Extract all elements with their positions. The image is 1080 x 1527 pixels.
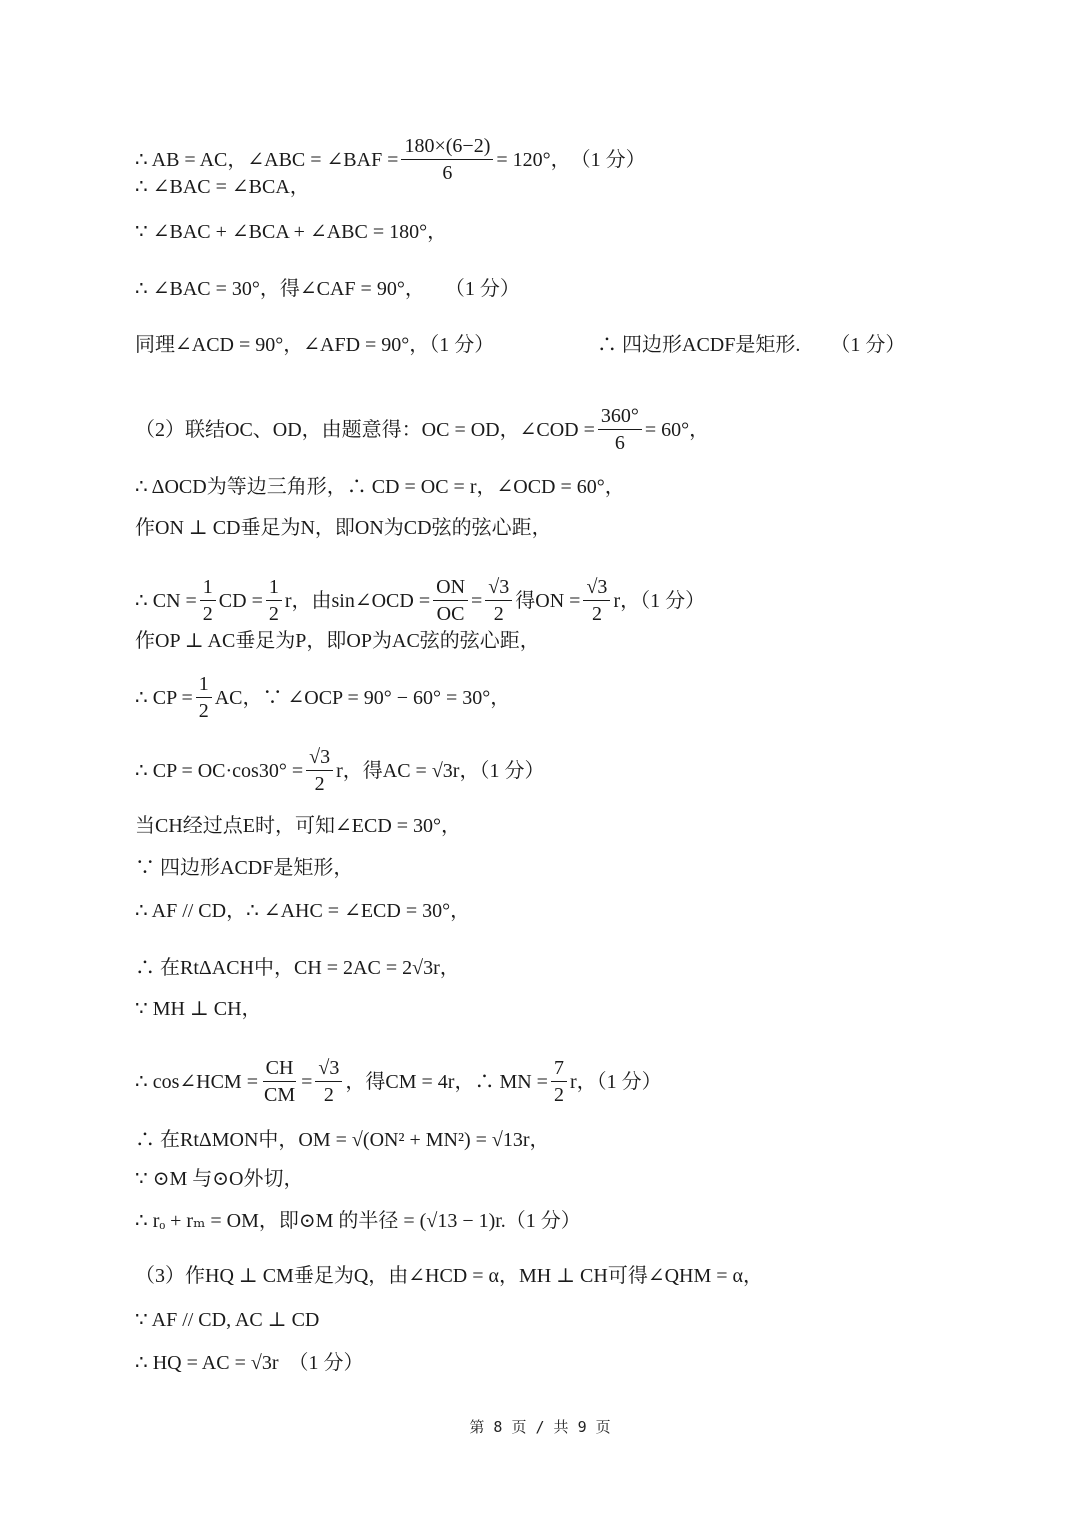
math-text: 同理∠ACD = 90°，∠AFD = 90°，（1 分） — [135, 334, 495, 356]
math-text: CD = — [218, 589, 263, 612]
solution-line — [135, 1055, 662, 1108]
math-text: ∴ 在RtΔMON中，OM = √(ON² + MN²) = √13r， — [135, 1129, 550, 1151]
solution-line — [135, 629, 540, 653]
math-text: 作OP ⊥ AC垂足为P，即OP为AC弦的弦心距， — [135, 630, 540, 652]
math-text: ∴ ∠BAC = ∠BCA， — [135, 176, 310, 198]
numerator: √3 — [306, 744, 333, 771]
fraction — [266, 574, 282, 627]
solution-line — [135, 671, 510, 724]
numerator: 360° — [598, 403, 642, 430]
numerator: √3 — [315, 1055, 342, 1082]
solution-line — [135, 1128, 550, 1152]
denominator: 2 — [314, 773, 325, 795]
denominator: 2 — [202, 603, 213, 625]
math-text: ，得CM = 4r，∴ MN = — [345, 1070, 548, 1093]
fraction — [433, 574, 468, 627]
page-footer: 第 8 页 / 共 9 页 — [469, 1418, 611, 1436]
solution-line — [135, 814, 461, 838]
math-text: ∵ 四边形ACDF是矩形， — [135, 857, 354, 879]
solution-line — [135, 856, 353, 880]
math-text: = — [301, 1070, 313, 1093]
math-text: ∵ AF // CD, AC ⊥ CD — [135, 1309, 320, 1331]
numerator: 1 — [196, 671, 212, 698]
fraction — [196, 671, 212, 724]
numerator: 7 — [551, 1055, 567, 1082]
math-text: ∴ AB = AC，∠ABC = ∠BAF = — [135, 148, 399, 171]
math-text: ∵ ⊙M 与⊙O外切， — [135, 1168, 304, 1190]
numerator: 1 — [266, 574, 282, 601]
math-text: 当CH经过点E时，可知∠ECD = 30°， — [135, 815, 462, 837]
math-text: r，由sin∠OCD = — [284, 589, 431, 612]
math-text: ∴ ΔOCD为等边三角形，∴ CD = OC = r，∠OCD = 60°， — [135, 476, 625, 498]
denominator: OC — [436, 603, 465, 625]
solution-line — [135, 516, 552, 540]
fraction — [598, 403, 642, 456]
fraction — [315, 1055, 342, 1108]
math-text: = — [471, 589, 483, 612]
solution-line — [135, 744, 544, 797]
math-text: ∴ AF // CD，∴ ∠AHC = ∠ECD = 30°， — [135, 900, 471, 922]
math-text: AC，∵ ∠OCP = 90° − 60° = 30°， — [214, 686, 511, 709]
numerator: 180×(6−2) — [401, 133, 493, 160]
denominator: 2 — [553, 1084, 564, 1106]
denominator: 2 — [591, 603, 602, 625]
math-text: （3）作HQ ⊥ CM垂足为Q，由∠HCD = α，MH ⊥ CH可得∠QHM = α， — [135, 1265, 764, 1287]
solution-line — [135, 956, 460, 980]
math-text: = 60°， — [644, 418, 710, 441]
solution-line — [135, 1264, 763, 1288]
math-text: ∵ MH ⊥ CH， — [135, 998, 262, 1020]
fraction — [401, 133, 493, 186]
math-text: 作ON ⊥ CD垂足为N，即ON为CD弦的弦心距， — [135, 517, 552, 539]
math-text: ∴ cos∠HCM = — [135, 1070, 258, 1093]
solution-line — [135, 899, 470, 923]
denominator: 2 — [268, 603, 279, 625]
solution-line — [135, 277, 520, 301]
fraction — [485, 574, 512, 627]
fraction — [583, 574, 610, 627]
numerator: √3 — [583, 574, 610, 601]
math-text: （2）联结OC、OD，由题意得：OC = OD，∠COD = — [135, 418, 595, 441]
denominator: 6 — [614, 432, 625, 454]
solution-line — [135, 333, 494, 357]
solution-line — [135, 475, 625, 499]
math-text: r，（1 分） — [569, 1070, 662, 1093]
math-text: r，（1 分） — [613, 589, 706, 612]
denominator: 6 — [442, 162, 453, 184]
numerator: 1 — [200, 574, 216, 601]
solution-line — [135, 1351, 364, 1375]
fraction — [551, 1055, 567, 1108]
fraction — [200, 574, 216, 627]
solution-line — [135, 574, 705, 627]
solution-line — [135, 403, 709, 456]
math-text: 得ON = — [515, 589, 581, 612]
numerator: √3 — [485, 574, 512, 601]
solution-line — [135, 220, 447, 244]
math-text: ∴ rₒ + rₘ = OM，即⊙M 的半径 = (√13 − 1)r.（1 分） — [135, 1210, 581, 1232]
fraction — [306, 744, 333, 797]
solution-line — [135, 997, 262, 1021]
math-text: ∴ CP = OC·cos30° = — [135, 759, 304, 782]
math-text: ∵ ∠BAC + ∠BCA + ∠ABC = 180°， — [135, 221, 448, 243]
fraction — [261, 1055, 298, 1108]
numerator: CH — [263, 1055, 297, 1082]
solution-line — [135, 1167, 303, 1191]
denominator: 2 — [323, 1084, 334, 1106]
solution-line — [135, 1209, 581, 1233]
solution-line-conclusion — [597, 333, 905, 357]
denominator: 2 — [198, 700, 209, 722]
denominator: CM — [264, 1084, 296, 1106]
numerator: ON — [433, 574, 468, 601]
math-text: ∴ ∠BAC = 30°，得∠CAF = 90°， （1 分） — [135, 278, 520, 300]
math-text: ∴ HQ = AC = √3r （1 分） — [135, 1352, 364, 1374]
math-text: ∴ 四边形ACDF是矩形. （1 分） — [597, 334, 906, 356]
math-text: = 120°， （1 分） — [496, 148, 646, 171]
solution-line — [135, 1308, 319, 1332]
math-text: ∴ 在RtΔACH中，CH = 2AC = 2√3r， — [135, 957, 460, 979]
solution-line — [135, 175, 310, 199]
denominator: 2 — [493, 603, 504, 625]
math-text: r，得AC = √3r，（1 分） — [336, 759, 545, 782]
math-text: ∴ CN = — [135, 589, 197, 612]
math-text: ∴ CP = — [135, 686, 193, 709]
